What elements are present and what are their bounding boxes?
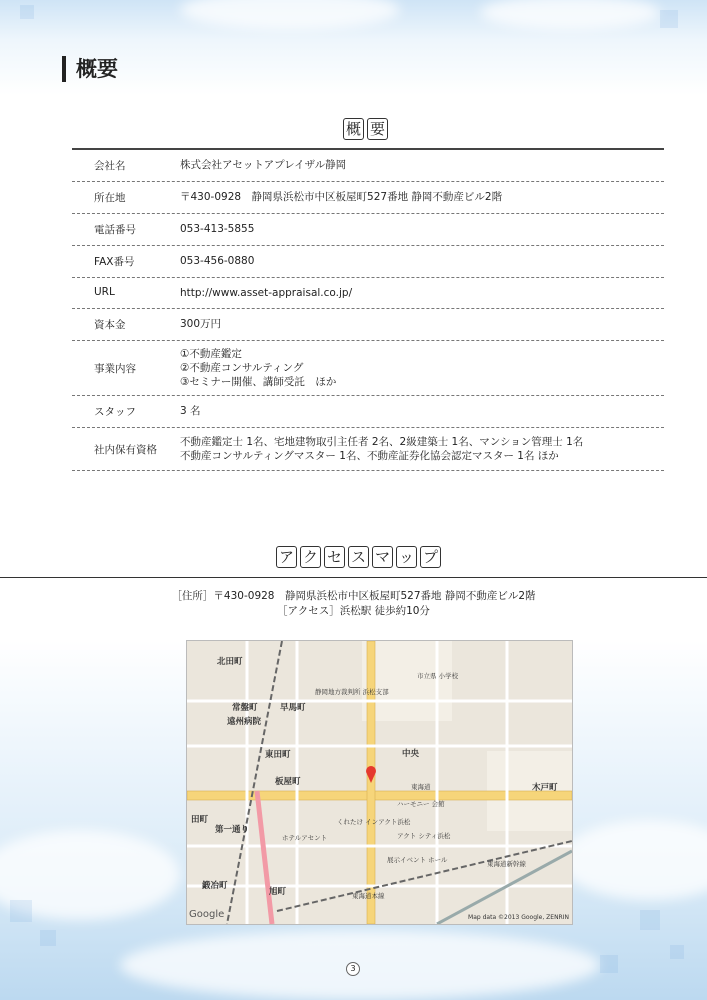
row-value — [180, 254, 664, 268]
map-label: 常盤町 — [232, 703, 258, 713]
overview-table — [72, 148, 664, 471]
sky-cloud — [560, 820, 707, 900]
heading-char: 要 — [367, 118, 388, 140]
map-label: 田町 — [191, 815, 209, 825]
map-label: 静岡地方裁判所 浜松支部 — [315, 688, 389, 696]
page-number: 3 — [346, 962, 360, 976]
map-label: 東海道新幹線 — [487, 860, 526, 868]
map-label: 東海道 — [411, 783, 431, 791]
heading-char: ス — [348, 546, 369, 568]
table-row — [72, 246, 664, 278]
table-row — [72, 309, 664, 341]
map-label: 鍛冶町 — [202, 881, 228, 891]
table-row — [72, 214, 664, 246]
table-row — [72, 278, 664, 309]
value-line: 300万円 — [180, 318, 222, 330]
google-logo: Google — [189, 909, 225, 920]
table-row — [72, 150, 664, 182]
access-map-heading — [276, 546, 441, 568]
map-label: 東海道本線 — [352, 892, 385, 900]
deco-square — [10, 900, 32, 922]
value-line: ③セミナー開催、講師受託 ほか — [180, 376, 337, 388]
value-line: 〒430-0928 静岡県浜松市中区板屋町527番地 静岡不動産ビル2階 — [180, 191, 503, 203]
table-row — [72, 396, 664, 428]
map-label: 中央 — [402, 749, 420, 759]
map-label: 木戸町 — [532, 783, 558, 793]
value-line: http://www.asset-appraisal.co.jp/ — [180, 287, 353, 299]
heading-char: マ — [372, 546, 393, 568]
map-label: ホテルアセント — [282, 834, 328, 842]
row-value[interactable] — [180, 286, 664, 300]
sky-cloud — [480, 0, 660, 30]
row-value — [180, 347, 664, 389]
row-label: 電話番号 — [94, 224, 136, 236]
sky-cloud — [180, 0, 400, 30]
page-title: 概要 — [62, 56, 118, 82]
row-label: 資本金 — [94, 319, 126, 331]
map-label: 遠州病院 — [227, 717, 262, 727]
map-label: アクト シティ浜松 — [397, 832, 451, 840]
value-line: ①不動産鑑定 — [180, 348, 242, 360]
map-copyright: Map data ©2013 Google, ZENRIN — [468, 914, 569, 921]
access-transit: ［アクセス］浜松駅 徒歩約10分 — [277, 605, 430, 617]
row-label: 社内保有資格 — [94, 443, 157, 456]
deco-square — [20, 5, 34, 19]
overview-heading — [343, 118, 388, 140]
row-label: FAX番号 — [94, 256, 135, 268]
map-label: 市立県 小学校 — [417, 672, 459, 680]
access-address: ［住所］〒430-0928 静岡県浜松市中区板屋町527番地 静岡不動産ビル2階 — [171, 590, 536, 602]
heading-char: プ — [420, 546, 441, 568]
row-value — [180, 317, 664, 331]
row-value — [180, 190, 664, 204]
deco-square — [670, 945, 684, 959]
table-row — [72, 341, 664, 396]
deco-square — [660, 10, 678, 28]
heading-char: ク — [300, 546, 321, 568]
deco-square — [40, 930, 56, 946]
heading-char: ア — [276, 546, 297, 568]
map-label: くれたけ インアクト浜松 — [337, 818, 411, 826]
row-label: 事業内容 — [94, 362, 136, 375]
deco-square — [600, 955, 618, 973]
sky-cloud — [120, 930, 600, 1000]
map-label: 第一通り — [215, 825, 250, 835]
map-roads — [187, 641, 572, 924]
section-divider — [0, 577, 707, 578]
heading-char: ッ — [396, 546, 417, 568]
deco-square — [640, 910, 660, 930]
row-value — [180, 404, 664, 418]
heading-char: 概 — [343, 118, 364, 140]
value-line: ②不動産コンサルティング — [180, 362, 304, 374]
heading-char: セ — [324, 546, 345, 568]
row-label: 会社名 — [94, 160, 126, 172]
access-map[interactable] — [186, 640, 573, 925]
table-row — [72, 428, 664, 471]
row-label: URL — [94, 286, 115, 298]
value-line: 不動産鑑定士 1名、宅地建物取引主任者 2名、2級建築士 1名、マンション管理士 1名 — [180, 436, 584, 448]
value-line: 3 名 — [180, 405, 201, 417]
map-label: 展示イベント ホール — [387, 856, 448, 864]
table-row — [72, 182, 664, 214]
map-label: 早馬町 — [280, 703, 306, 713]
row-label: スタッフ — [94, 406, 136, 418]
value-line: 053-456-0880 — [180, 255, 255, 267]
map-label: 東田町 — [265, 750, 291, 760]
row-value — [180, 435, 664, 463]
map-label: 板屋町 — [275, 777, 301, 787]
value-line: 不動産コンサルティングマスター 1名、不動産証券化協会認定マスター 1名 ほか — [180, 450, 559, 462]
map-label: 旭町 — [269, 887, 287, 897]
value-line: 053-413-5855 — [180, 223, 255, 235]
row-value — [180, 158, 664, 172]
value-line: 株式会社アセットアプレイザル静岡 — [180, 159, 347, 171]
map-label: 北田町 — [217, 657, 243, 667]
row-label: 所在地 — [94, 192, 126, 204]
map-label: ハーモニー 会館 — [397, 800, 445, 808]
row-value — [180, 222, 664, 236]
